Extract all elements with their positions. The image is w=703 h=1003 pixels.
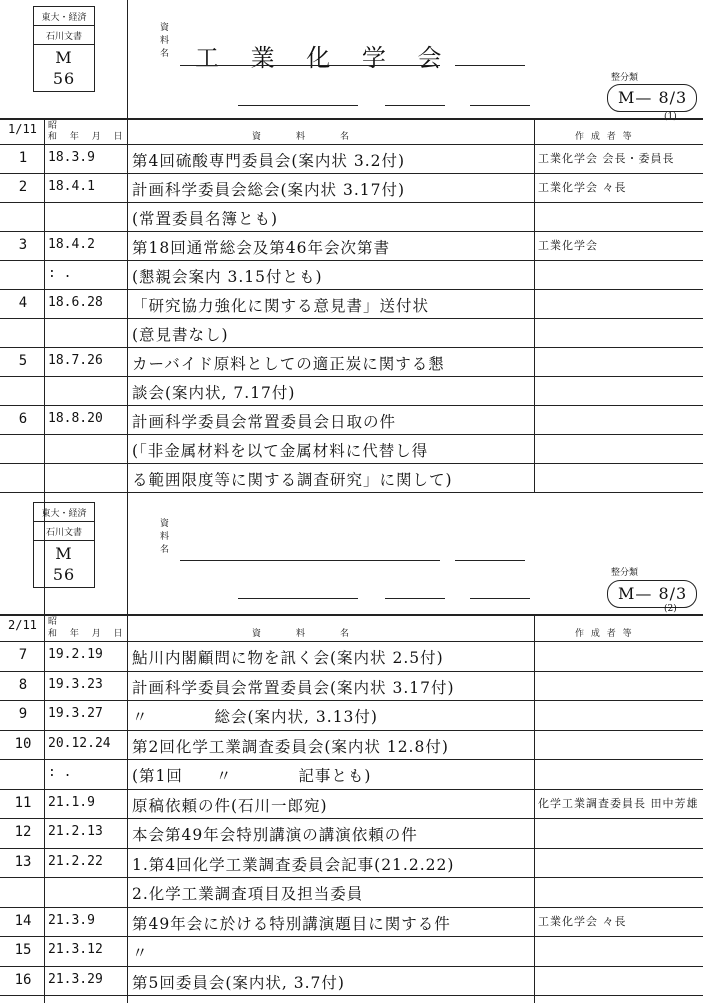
row-title: 第5回委員会(案内状, 3.7付)	[132, 973, 345, 992]
row-date: 18.6.28	[48, 295, 103, 310]
table-row	[0, 877, 703, 907]
table-row	[0, 376, 703, 405]
row-author: 工業化学会	[538, 239, 598, 252]
row-number: 13	[14, 853, 32, 870]
table-row	[0, 260, 703, 289]
row-number: 12	[14, 824, 32, 840]
stamp-line-1: 東大・経済	[41, 509, 87, 519]
row-date: 21.2.13	[48, 824, 103, 839]
material-title: 工 業 化 学 会	[195, 44, 454, 72]
classification-label: 整分類	[611, 73, 639, 83]
table-row	[0, 936, 703, 966]
archive-stamp	[33, 6, 95, 92]
header-name: 資 料 名	[252, 132, 352, 142]
row-title: 計画科学委員会総会(案内状 3.17付)	[132, 181, 406, 199]
table-row	[0, 347, 703, 376]
header-date: 和 年 月 日	[48, 629, 123, 639]
row-date: 21.3.29	[48, 971, 103, 987]
row-title: (常置委員名簿とも)	[132, 210, 279, 228]
row-author: 工業化学会 々長	[538, 181, 627, 194]
row-author: 工業化学会 会長・委員長	[538, 152, 675, 165]
row-date: 18.7.26	[48, 353, 103, 368]
row-date: 18.8.20	[48, 411, 103, 426]
row-number: 10	[14, 735, 32, 752]
row-title: (意見書なし)	[132, 326, 229, 344]
row-number: 14	[14, 912, 32, 929]
row-title: 〃 総会(案内状, 3.13付)	[132, 708, 378, 726]
row-date: 21.1.9	[48, 794, 95, 810]
row-title: る範囲限度等に関する調査研究」に関して)	[132, 471, 453, 489]
row-title: 第4回硫酸専門委員会(案内状 3.2付)	[132, 152, 406, 170]
table-row	[0, 789, 703, 819]
classification-number: M— 8/3	[618, 584, 688, 603]
classification-sub: (1)	[664, 112, 677, 122]
row-number: 4	[18, 295, 28, 311]
page-mark: 1/11	[8, 122, 37, 136]
table-row	[0, 730, 703, 760]
label-char: 資	[160, 23, 170, 33]
label-char: 料	[160, 36, 170, 46]
row-title: 1.第4回化学工業調査委員会記事(21.2.22)	[132, 855, 455, 874]
table-row	[0, 318, 703, 347]
row-author: 工業化学会 々長	[538, 914, 627, 928]
row-title: 〃	[132, 944, 149, 962]
row-title: (「非金属材料を以て金属材料に代替し得	[132, 442, 429, 460]
row-number: 9	[18, 706, 28, 722]
archive-stamp	[33, 502, 95, 588]
table-row	[0, 463, 703, 492]
row-date: 19.2.19	[48, 647, 103, 662]
header-author: 作 成 者 等	[575, 132, 634, 142]
page-mark: 2/11	[8, 618, 37, 632]
row-author: 化学工業調査委員長 田中芳雄	[538, 796, 699, 810]
row-title: 「研究協力強化に関する意見書」送付状	[132, 297, 430, 315]
classification-sub: (2)	[664, 604, 677, 614]
row-date: 21.3.12	[48, 942, 103, 957]
classification-label: 整分類	[611, 568, 639, 578]
table-row	[0, 289, 703, 318]
stamp-line-1: 東大・経済	[41, 13, 87, 23]
row-title: (懇親会案内 3.15付とも)	[132, 268, 323, 286]
row-date: 18.4.1	[48, 179, 95, 194]
label-char: 料	[160, 532, 170, 542]
row-date: 18.3.9	[48, 150, 95, 165]
row-title: カーバイド原料としての適正炭に関する懇	[132, 355, 445, 373]
row-title: 計画科学委員会常置委員会(案内状 3.17付)	[132, 678, 455, 697]
row-date: 18.4.2	[48, 237, 95, 252]
table-row	[0, 434, 703, 463]
header-date: 和 年 月 日	[48, 132, 123, 142]
row-number: 7	[18, 647, 28, 663]
row-number: 6	[18, 411, 28, 427]
row-date: : .	[48, 765, 72, 780]
row-number: 16	[14, 971, 32, 988]
table-row	[0, 671, 703, 701]
table-row	[0, 641, 703, 671]
stamp-line-3: M	[55, 544, 73, 563]
row-date: 20.12.24	[48, 735, 111, 751]
table-row	[0, 144, 703, 173]
row-date: 19.3.27	[48, 706, 103, 721]
table-row	[0, 818, 703, 848]
label-char: 名	[160, 49, 170, 59]
stamp-line-4: 56	[52, 69, 76, 88]
row-title: 第2回化学工業調査委員会(案内状 12.8付)	[132, 737, 449, 756]
stamp-line-2: 石川文書	[45, 528, 82, 538]
row-number: 2	[18, 179, 28, 195]
label-char: 名	[160, 545, 170, 555]
row-title: 計画科学委員会常置委員会日取の件	[132, 413, 397, 431]
header-era: 昭	[48, 121, 58, 131]
row-number: 15	[14, 942, 32, 958]
table-row	[0, 907, 703, 937]
classification-number: M— 8/3	[618, 88, 688, 107]
table-row	[0, 848, 703, 878]
table-row	[0, 173, 703, 202]
table-row	[0, 966, 703, 996]
classification-oval	[607, 580, 697, 608]
header-name: 資 料 名	[252, 629, 352, 639]
label-char: 資	[160, 519, 170, 529]
row-date: : .	[48, 266, 72, 281]
row-number: 8	[18, 676, 28, 693]
row-number: 1	[18, 150, 28, 166]
row-title: 第49年会に於ける特別講演題目に関する件	[132, 914, 451, 933]
row-title: 第18回通常総会及第46年会次第書	[132, 239, 390, 257]
row-date: 21.3.9	[48, 912, 95, 928]
material-name-label	[160, 518, 169, 557]
row-title: 原稿依頼の件(石川一郎宛)	[132, 796, 328, 815]
table-row	[0, 405, 703, 434]
stamp-line-3: M	[55, 48, 73, 67]
table-row	[0, 202, 703, 231]
row-title: 鮎川内閣顧問に物を訊く会(案内状 2.5付)	[132, 649, 444, 667]
table-row	[0, 700, 703, 730]
header-author: 作 成 者 等	[575, 629, 634, 639]
material-name-label	[160, 22, 169, 61]
row-number: 11	[14, 794, 32, 811]
row-date: 21.2.22	[48, 853, 103, 869]
stamp-line-2: 石川文書	[45, 32, 82, 42]
table-row	[0, 759, 703, 789]
row-number: 3	[18, 237, 28, 253]
row-title: 2.化学工業調査項目及担当委員	[132, 885, 364, 903]
row-title: 本会第49年会特別講演の講演依頼の件	[132, 826, 418, 844]
row-title: (第1回 〃 記事とも)	[132, 767, 372, 785]
classification-oval	[607, 84, 697, 112]
stamp-line-4: 56	[52, 565, 76, 584]
table-row	[0, 231, 703, 260]
row-date: 19.3.23	[48, 676, 103, 692]
row-number: 5	[18, 353, 28, 369]
header-era: 昭	[48, 617, 58, 627]
row-title: 談会(案内状, 7.17付)	[132, 384, 296, 402]
